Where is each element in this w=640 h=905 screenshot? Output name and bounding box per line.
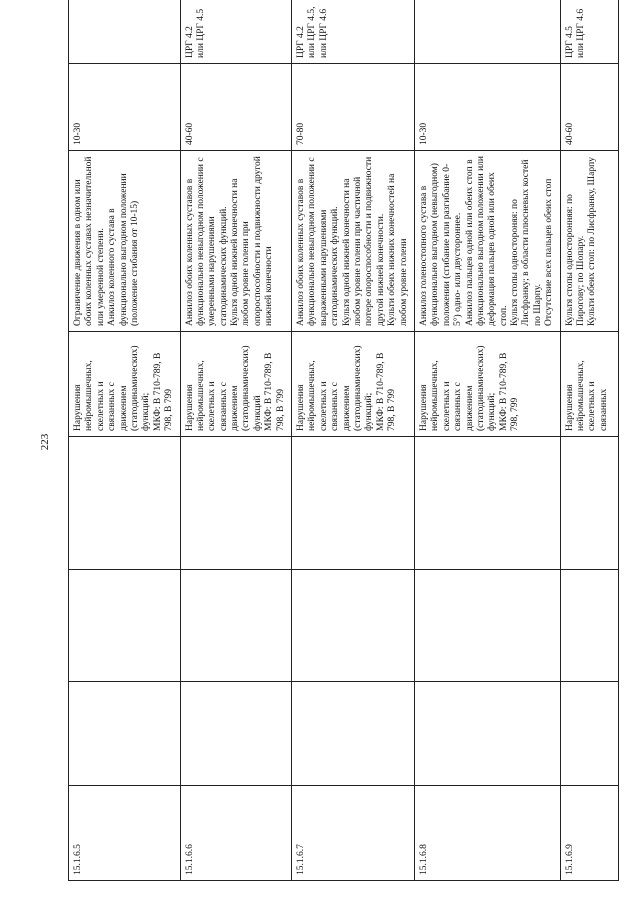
disability-criteria-table (68, 0, 619, 881)
disorder-description: Нарушения нейромышечных, скелетных и связанных с движением (статодинамических) функций; МКФ: В 710-789, В 798, В 799 (69, 332, 181, 437)
item-code: 15.1.6.5 (69, 786, 181, 881)
empty-cell (414, 570, 560, 682)
empty-cell (69, 570, 181, 682)
empty-cell (180, 437, 292, 570)
rehab-group-reference (414, 0, 560, 64)
empty-cell (560, 437, 618, 570)
disability-percent: 40-60 (560, 64, 618, 151)
empty-cell (560, 570, 618, 682)
clinical-description: Культя стопы односторонняя: по Пирогову; по Шопару. Культи обеих стоп: по Лисфранку, Шарпу (560, 151, 618, 332)
table-row (292, 0, 415, 881)
rehab-group-reference: ЦРГ 4.2 или ЦРГ 4.5 (180, 0, 292, 64)
empty-cell (69, 682, 181, 786)
rehab-group-reference (69, 0, 181, 64)
table-row (69, 0, 181, 881)
table-row (414, 0, 560, 881)
disorder-description: Нарушения нейромышечных, скелетных и связанных с движением (статодинамических) функций; МКФ: В 710-789, В 798, 799 (414, 332, 560, 437)
disability-percent: 70-80 (292, 64, 415, 151)
empty-cell (414, 437, 560, 570)
disorder-description: Нарушения нейромышечных, скелетных и связанных с движением (статодинамических) функций МКФ: В 710-789, В 798, В 799 (180, 332, 292, 437)
disorder-description: Нарушения нейромышечных, скелетных и связанных (560, 332, 618, 437)
empty-cell (560, 682, 618, 786)
clinical-description: Анкилоз обоих коленных суставов в функционально невыгодном положении с умеренными нарушениями статодинамических функций. Культя одной нижней конечности на любом уровне голени при опороспособности и подвижности другой нижней конечности (180, 151, 292, 332)
rehab-group-reference: ЦРГ 4.5 или ЦРГ 4.6 (560, 0, 618, 64)
rotated-page-content (68, 6, 609, 881)
table-row (560, 0, 618, 881)
clinical-description: Анкилоз обоих коленных суставов в функционально невыгодном положении с выраженными нарушениями статодинамических функций. Культя одной нижней конечности на любом уровне голени при частичной потере опороспособности и подвижности другой нижней конечности. Культи обеих нижних конечностей на любом уровне голени (292, 151, 415, 332)
item-code: 15.1.6.7 (292, 786, 415, 881)
empty-cell (292, 437, 415, 570)
empty-cell (292, 682, 415, 786)
table-row (180, 0, 292, 881)
empty-cell (180, 570, 292, 682)
disability-percent: 40-60 (180, 64, 292, 151)
item-code: 15.1.6.8 (414, 786, 560, 881)
empty-cell (292, 570, 415, 682)
item-code: 15.1.6.6 (180, 786, 292, 881)
disability-percent: 10-30 (69, 64, 181, 151)
item-code: 15.1.6.9 (560, 786, 618, 881)
disability-percent: 10-30 (414, 64, 560, 151)
empty-cell (69, 437, 181, 570)
empty-cell (414, 682, 560, 786)
empty-cell (180, 682, 292, 786)
disorder-description: Нарушения нейромышечных, скелетных и связанных с движением (статодинамических) функций; МКФ: В 710-789, В 798, В 799 (292, 332, 415, 437)
page-number: 223 (39, 433, 51, 451)
rehab-group-reference: ЦРГ 4.2 или ЦРГ 4.5, или ЦРГ 4.6 (292, 0, 415, 64)
clinical-description: Анкилоз голеностопного сустава в функционально выгодном (невыгодном) положении (сгибание или разгибание 0-5°) одно- или двустороннее. Анкилоз пальцев одной или обеих стоп в функционально выгодном положении или деформация пальцев одной или обеих стоп. Культя стопы одностороняя: по Лисфранку; в области плюсневых костей по Шарпу. Отсутствие всех пальцев обеих стоп (414, 151, 560, 332)
clinical-description: Ограничение движения в одном или обоих коленных суставах незначительной или умеренной степени. Анкилоз коленного сустава в функционально выгодном положении (положение сгибания от 10-15) (69, 151, 181, 332)
